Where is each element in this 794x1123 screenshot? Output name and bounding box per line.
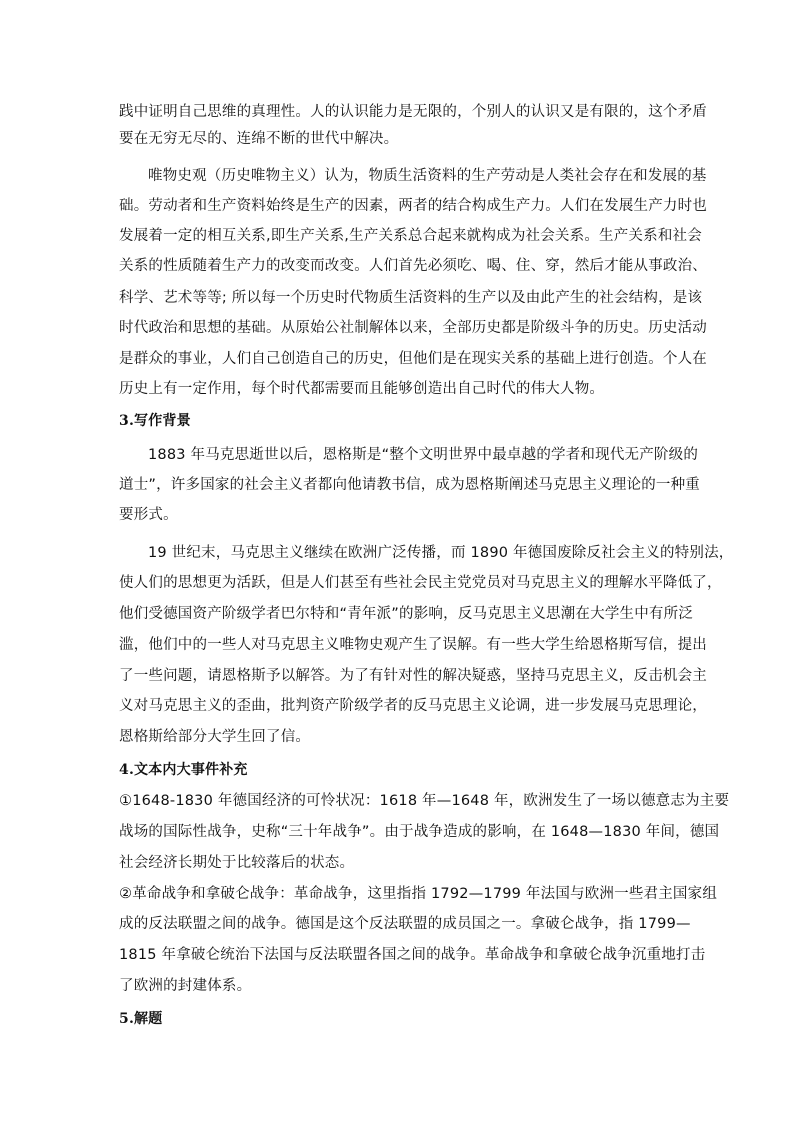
text-line: 成的反法联盟之间的战争。德国是这个反法联盟的成员国之一。拿破仑战争，指 1799— (119, 916, 691, 932)
text-line: 要形式。 (119, 507, 178, 523)
text-line: 了一些问题，请恩格斯予以解答。为了有针对性的解决疑惑，坚持马克思主义，反击机会主 (119, 668, 707, 684)
text-line: 战场的国际性战争，史称“三十年战争”。由于战争造成的影响，在 1648—1830 年间，德国 (119, 824, 720, 840)
text-line: 唯物史观（历史唯物主义）认为，物质生活资料的生产劳动是人类社会存在和发展的基 (148, 168, 707, 184)
text-line: 历史上有一定作用，每个时代都需要而且能够创造出自己时代的伟大人物。 (119, 381, 605, 397)
section-heading: 4.文本内大事件补充 (119, 762, 248, 778)
text-line: 了欧洲的封建体系。 (119, 978, 252, 994)
text-line: 践中证明自己思维的真理性。人的认识能力是无限的，个别人的认识又是有限的，这个矛盾 (119, 104, 707, 120)
text-line: 科学、艺术等等; 所以每一个历史时代物质生活资料的生产以及由此产生的社会结构，是该 (119, 290, 703, 306)
text-line: 关系的性质随着生产力的改变而改变。人们首先必须吃、喝、住、穿，然后才能从事政治、 (119, 258, 707, 274)
text-line: 是群众的事业，人们自己创造自己的历史，但他们是在现实关系的基础上进行创造。个人在 (119, 351, 707, 367)
text-line: 他们受德国资产阶级学者巴尔特和“青年派”的影响，反马克思主义思潮在大学生中有所泛 (119, 606, 694, 622)
text-line: 1883 年马克思逝世以后，恩格斯是“整个文明世界中最卓越的学者和现代无产阶级的 (148, 447, 699, 463)
text-line: ②革命战争和拿破仑战争：革命战争，这里指指 1792—1799 年法国与欧洲一些君主国家组 (119, 886, 718, 902)
text-line: 1815 年拿破仑统治下法国与反法联盟各国之间的战争。革命战争和拿破仑战争沉重地打击 (119, 947, 706, 963)
text-line: 础。劳动者和生产资料始终是生产的因素，两者的结合构成生产力。人们在发展生产力时也 (119, 198, 707, 214)
text-line: 社会经济长期处于比较落后的状态。 (119, 855, 355, 871)
text-line: ①1648-1830 年德国经济的可怜状况：1618 年—1648 年，欧洲发生了一场以德意志为主要 (119, 793, 730, 809)
text-line: 道士”，许多国家的社会主义者都向他请教书信，成为恩格斯阐述马克思主义理论的一种重 (119, 477, 701, 493)
text-line: 要在无穷无尽的、连绵不断的世代中解决。 (119, 131, 399, 147)
text-line: 时代政治和思想的基础。从原始公社制解体以来，全部历史都是阶级斗争的历史。历史活动 (119, 320, 707, 336)
text-line: 使人们的思想更为活跃，但是人们甚至有些社会民主党党员对马克思主义的理解水平降低了， (119, 575, 722, 591)
text-line: 19 世纪末，马克思主义继续在欧洲广泛传播，而 1890 年德国废除反社会主义的特别法， (148, 545, 734, 561)
text-line: 滥，他们中的一些人对马克思主义唯物史观产生了误解。有一些大学生给恩格斯写信，提出 (119, 637, 707, 653)
text-line: 义对马克思主义的歪曲，批判资产阶级学者的反马克思主义论调，进一步发展马克思理论， (119, 698, 707, 714)
text-line: 发展着一定的相互关系,即生产关系,生产关系总合起来就构成为社会关系。生产关系和社会 (119, 228, 702, 244)
text-line: 恩格斯给部分大学生回了信。 (119, 729, 311, 745)
section-heading: 5.解题 (119, 1011, 163, 1027)
section-heading: 3.写作背景 (119, 413, 191, 429)
